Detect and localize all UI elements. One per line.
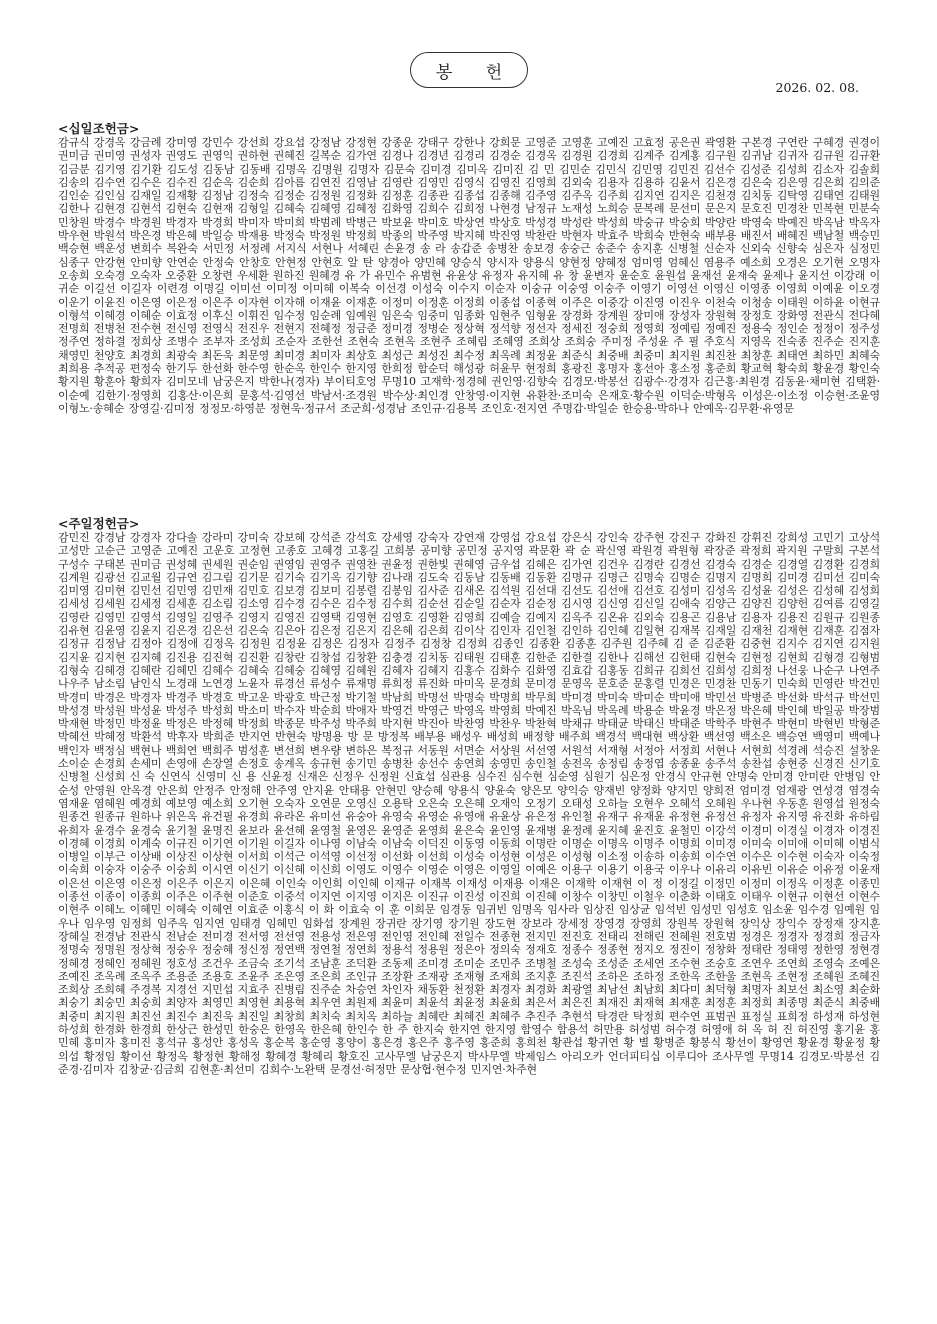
- weekly-offering-section: [58, 516, 880, 1279]
- tithe-offering-section: [58, 121, 880, 512]
- section-heading-tithe: <십일조헌금>: [58, 121, 140, 136]
- section-heading-weekly: <주일정헌금>: [58, 516, 140, 531]
- weekly-donor-list: 감민진 강경남 강경자 강다솔 강라미 강미숙 강보혜 강석준 강석호 강세영 강숙자 강연재 강영섭 강요섭 강은식 강인숙 강주현 강진구 강화진 강휘진 강희성 고민기 고상석 고성만 고순근 고영준 고예진 고운호 고정현 고종호 고혜경 고홍길 고희봉 공미향 공민정 공지영 곽문환 곽 순 곽신영 곽원경 곽원형 곽장준 곽정희 곽지원 구말희 구본석 구성수 구태본 권미금 권성혜 권세원 권순임 권영임 권영주 권영찬 권윤정 권한빛 권혜영 금우섭 김혜은 김가연 김건우 김경란 김경선 김경숙 김경순 김경열 김경환 김경희 김계원 김광선 김교월 김규연 김그림 김기문 김기숙 김기옥 김기향 김나래 김도숙 김동남 김동배 김동환 김명규 김명근 김명숙 김명순 김명지 김명희 김미경 김미선 김미숙 김미영 김미현 김민선 김민영 김민재 김민호 김보경 김보미 김봉렬 김봉임 김사준 김새온 김석원 김선대 김선도 김선애 김선호 김성미 김성옥 김성윤 김성은 김성혜 김성희 김세성 김세원 김세정 김세훈 김소림 김소영 김수경 김수은 김수정 김수희 김순선 김순일 김순자 김순정 김시영 김신영 김신일 김애숙 김양근 김양진 김양헌 김여름 김영길 김영란 김영민 김영석 김영일 김영주 김영지 김영진 김영택 김영현 김영호 김영환 김영희 김예슬 김예지 김옥주 김온유 김외숙 김용곤 김용남 김용자 김용진 김원규 김원종 김유현 김윤영 김윤지 김은경 김은선 김은숙 김은아 김은정 김은지 김은혜 김은희 김이삭 김인자 김인철 김인하 김인혜 김일현 김재복 김재일 김재천 김재현 김재훈 김점자 김정규 김정남 김정아 김정애 김정옥 김정원 김정윤 김정은 김정자 김정주 김정창 김정희 김종인 김종환 김종훈 김주원 김주혜 김 준 김준환 김중현 김지수 김지연 김지원 김지윤 김지현 김지혜 김진용 김진혁 김진환 김창란 김창섭 김창환 김충경 김치동 김태원 김태훈 김한준 김한결 김한나 김해선 김헌태 김현숙 김현정 김현희 김형경 김형범 김형숙 김혜경 김혜란 김혜민 김혜수 김혜숙 김혜숭 김혜영 김혜원 김혜자 김혜지 김홍수 김화수 김화영 김효갑 김홍동 김희규 김희선 김희성 김희정 나선웅 나순구 나연주 나우주 남소림 남인식 노경래 노연경 노윤자 류경선 류성수 류재명 류희정 류진화 마미옥 문경희 문미경 문영옥 문호준 문홍렬 민경은 민경찬 민동기 민숙희 민영란 박건민 박경미 박경은 박경자 박경주 박경호 박고운 박광호 박근정 박기철 박남희 박명선 박명숙 박명희 박무희 박미경 박미숙 박미순 박미애 박민선 박병준 박선화 박석규 박선민 박성경 박성원 박성윤 박성주 박성희 박소미 박수자 박순희 박애자 박영건 박영근 박영옥 박영희 박예진 박옥님 박옥례 박용순 박윤경 박은정 박은혜 박인혜 박일공 박장범 박재현 박정민 박정윤 박정은 박정혜 박정희 박종문 박주성 박주희 박지현 박진아 박찬영 박찬우 박찬혁 박채규 박태균 박태신 박태준 박학주 박현주 박현미 박현빈 박형준 박혜선 박혜정 박환석 박후자 박희준 반지연 반현숙 방명용 방 문 방정복 배부용 배성우 배성희 배정향 배주희 백경석 백대현 백상환 백선영 백소은 백승연 백영미 백예나 백인자 백정심 백현나 백희연 백희주 범성훈 변선희 변우량 변하은 복정규 서동원 서면순 서상원 서선영 서원석 서재형 서정아 서정희 서현나 서현희 석경례 석승진 설창운 소이순 손경희 손세미 손영애 손장열 손정호 송계옥 송규현 송기민 송병찬 송선수 송연희 송영민 송인철 송전옥 송정림 송정엽 송종윤 송주석 송찬섭 송현중 신경진 신기호 신병철 신성희 신 숙 신연식 신영미 신 용 신윤정 신재은 신정우 신정원 신효섭 심관용 심수진 심수현 심순영 심원기 심은정 안경식 안규현 안명숙 안미경 안미란 안병임 안순성 안영원 안옥경 안은희 안정주 안정해 안주영 안지윤 안태용 안현민 양승혜 양용식 양윤숙 양은모 양익승 양재빈 양정화 양지민 양희전 엄미경 엄재광 연성경 염경숙 염재윤 염혜원 예경희 예보영 예소희 오기현 오숙자 오연문 오영신 오용탁 오은숙 오은혜 오재익 오정기 오태성 오하늘 오현우 오혜석 오혜원 우나현 우동훈 원영섭 원정숙 원종건 원종규 원하나 위은옥 유건필 유경희 유라온 유미선 유숭아 유영숙 유영순 유영애 유윤상 유은정 유인철 유재구 유재윤 유정현 유정선 유정자 유지영 유진화 유하림 유희자 윤경수 윤경숙 윤기철 윤명진 윤보라 윤선혜 윤영철 윤영은 윤영준 윤영희 윤은숙 윤인영 윤재병 윤정례 윤지혜 윤진호 윤철민 이강석 이경미 이경실 이경자 이경진 이경혜 이경희 이계숙 이규진 이기연 이기원 이길자 이나영 이남숙 이남숙 이덕진 이동영 이동희 이명란 이명순 이명옥 이명주 이명희 이미경 이미숙 이미애 이미혜 이범식 이병일 이부근 이상배 이상진 이상현 이서희 이석근 이석영 이선정 이선화 이선희 이성숙 이성현 이성은 이성형 이소정 이송하 이송희 이수연 이수은 이수현 이숙자 이숙정 이숙희 이숭자 이숭주 이숭희 이시연 이신기 이신혜 이신희 이영도 이영수 이영순 이영은 이영일 이예은 이용구 이용기 이용국 이우나 이유리 이유빈 이유순 이유정 이윤재 이은선 이은영 이은정 이은주 이은지 이은혜 이인숙 이인희 이인혜 이재규 이재복 이재성 이재용 이재은 이재학 이재현 이 정 이정길 이정민 이정미 이정옥 이정훈 이종민 이종선 이종이 이종희 이주은 이주현 이준호 이중석 이지연 이지영 이지은 이진규 이진성 이진희 이진혜 이창수 이창민 이철우 이춘화 이태호 이태우 이현규 이현선 이현수 이현주 이혜노 이혜민 이혜숙 이혜연 이효준 이홍식 이 화 이효숙 이 훈 이희문 임경동 임귀빈 임명옥 임사라 임상진 임상균 임석빈 임성민 임성호 임소윤 임수경 임예원 임우나 임우영 임정희 임주옥 임지연 임태경 임혜민 임화섭 장계원 장귀란 장기영 장기원 장도현 장보라 장세정 장영경 장영희 장원복 장원혁 장익상 장익수 장정재 장지훈 장혜실 전경남 전관식 전남순 전미경 전서영 전선영 전용성 전은영 전인영 전인혜 전일수 전종현 전지민 전진호 전태리 전해린 전혜원 전호범 정경은 정경자 정경희 정금자 정명숙 정명원 정상혁 정숭우 정숭혜 정신정 정연백 정연철 정연희 정용석 정용원 정은아 정의숙 정재호 정종수 정종현 정지오 정진이 정창화 정태란 정태영 정한영 정현경 정혜경 정혜인 정혜원 정호성 조건우 조금숙 조기석 조남훈 조덕환 조동제 조미경 조미순 조민주 조병철 조성숙 조성준 조세연 조수현 조숭호 조연우 조연희 조영숙 조예은 조예진 조옥례 조옥주 조용준 조용호 조윤주 조은영 조은희 조인규 조장환 조재광 조재형 조재희 조지훈 조진석 조하은 조하정 조한옥 조한울 조현옥 조현정 조혜원 조혜진 조희상 조희혜 주경복 지경선 지민섭 지효주 진병림 진주순 차승연 차인자 채동환 천정환 최경자 최경화 최광열 최남선 최남희 최다미 최덕형 최명자 최보선 최소영 최순화 최숭기 최숭민 최숭희 최양자 최영민 최영현 최용혁 최우연 최원제 최윤미 최윤석 최윤정 최윤희 최은서 최은진 최재진 최재혁 최재훈 최정훈 최정희 최종명 최준식 최중배 최중미 최지원 최진선 최진수 최진욱 최진일 최창희 최치숙 최치옥 최하늘 최혜란 최혜진 최혜주 추진주 추현석 탁경란 탁정희 편수연 표범권 표정실 표희정 하성재 하성현 하성희 한경화 한경희 한상근 한성민 한숭은 한영옥 한은혜 한인수 한 주 한지숙 한지연 한지영 함영수 함용석 허만용 허성범 허수경 허영애 허 옥 허 진 허진영 홍기윤 홍민혜 홍미자 홍미진 홍석규 홍성안 홍성옥 홍순복 홍순영 홍양이 홍은경 홍은주 홍주영 홍준희 홍희천 황관섭 황귀연 황 별 황병준 황봉식 황선이 황영연 황윤경 황윤정 황의섭 황정임 황이선 황정옥 황정현 황해정 황혜경 황혜리 황호진 고사무엘 남궁은지 박사무엘 박제임스 아리오카 언더피티십 이루디아 조사무엘 무명14 김경모·박봉선 김준경·김미자 김창균·김금희 김현훈·최선미 김희수·노완택 문경선·허정만 문상협·현수정 민지연·차주현: [58, 531, 880, 1076]
- page-title: 봉 헌: [410, 52, 528, 88]
- date-label: 2026. 02. 08.: [775, 80, 859, 95]
- tithe-donor-list: 감규식 강경옥 강금례 강미영 강민수 강선희 강요섭 강정남 강정현 강종운 강태구 강한나 강희문 고영준 고영훈 고예진 고효정 공은권 곽영환 구본경 구연란 구혜경 권경이 권미금 권미영 권성자 권영도 권영익 권하현 권혜진 길복순 김가연 김경나 김경년 김경리 김경순 김경옥 김경원 김경희 김계주 김계홍 김구원 김귀남 김귀자 김규원 김규환 김금분 김기영 김기환 김도성 김동남 김동배 김명옥 김명원 김명자 김문숙 김미경 김미옥 김미진 김 민 김민순 김민식 김민영 김민진 김선수 김성준 김성희 김소자 김솔희 김송의 김수연 김수은 김수진 김순옥 김순희 김아름 김연진 김영남 김영란 김영민 김영식 김영진 김영희 김외숙 김용자 김용하 김윤서 김은경 김은숙 김은영 김은희 김의준 김인순 김인심 김재일 김재황 김정남 김정숙 김정순 김정원 김정화 김정훈 김종관 김종섭 김종해 김주영 김주옥 김주희 김지연 김지은 김천경 김치동 김탁영 김태연 김태원 김한나 김현경 김현석 김현숙 김현재 김형일 김혜숙 김혜영 김혜정 김화영 김희수 김희정 나현경 남정규 노재성 노희승 문복례 문선미 문은지 문호진 민경찬 민복현 민분숙 민창원 박경수 박경원 박경자 박경희 박미자 박미희 박범례 박병근 박보윤 박미호 박상연 박상호 박성경 박성란 박성희 박숭규 박숭희 박양란 박영숙 박예진 박옥남 박옥자 박우현 박원석 박은경 박은혜 박일승 박재용 박정숙 박정원 박정희 박종의 박주영 박지혜 박진영 박찬란 박현자 박효주 박희숙 반현숙 배부용 배진서 배혜진 백남철 백승민 백승현 백운성 변희수 복완숙 서민정 서정례 서지식 서현나 서혜린 손윤경 송 라 송갑준 송병찬 송보경 송숭근 송준수 송지훈 신병철 신순자 신외숙 신향숙 심은자 심정민 심종구 안강현 안미향 안연순 안정숙 안창호 안현정 안현호 알 탄 양경아 양민혜 양승식 양시자 양용식 양현정 양혜정 엄미영 엄혜신 염용주 예소희 오경은 오기현 오명자 오송희 오숙경 오숙자 오중환 오창련 우세환 원하진 원혜경 유 가 유민수 유범현 유윤상 유정자 유지혜 유 창 윤변자 윤순호 윤원섭 윤재선 윤재숙 윤제나 윤지선 이강래 이귀순 이길선 이길자 이련경 이명길 이미선 이미정 이미혜 이복숙 이선경 이성숙 이수지 이순자 이숭규 이숭영 이숭주 이영기 이영선 이영신 이영종 이영희 이예윤 이오경 이운기 이윤진 이은영 이은정 이은주 이자현 이자해 이재윤 이재훈 이정미 이정훈 이정희 이종섭 이종혁 이주은 이중강 이진영 이진우 이천숙 이청송 이태원 이하윤 이현규 이형석 이혜경 이혜순 이효정 이후신 이휘진 임수정 임순례 임예원 임은숙 임중미 임종화 임현주 임형윤 장경화 장계원 장미애 장성자 장원혁 장정호 장화영 전관식 전다혜 전명희 전병천 전수현 전신영 전영식 전진우 전현지 전혜정 정금준 정미경 정병순 정상혁 정석향 정선자 정세진 정숭희 정영희 정예림 정예진 정용숙 정인순 정정이 정주성 정주연 정하결 정희상 조병수 조부자 조성희 조순자 조한선 조현숙 조현옥 조현주 조혜림 조혜영 조희상 조희숭 주미정 주성윤 주 필 주호식 지영옥 진숙종 진주순 진지훈 채영민 천양호 최경희 최광숙 최돈욱 최문영 최미경 최미자 최상호 최성근 최성진 최수정 최옥례 최정윤 최준식 최중배 최중미 최지원 최진찬 최창훈 최태연 최하민 최혜숙 최희용 추적공 편정숙 한기두 한선화 한수영 한순옥 한인수 한지영 한희정 함순덕 해성광 허윤무 현정희 홍광진 홍명자 홍선아 홍소정 홍준희 황교혁 황숙희 황윤경 황인숙 황지원 황훈아 황희자 김미모네 남궁은지 박한나(경자) 부이티호엉 무명10 고재학·정경혜 권인영·김향숙 김경모·박봉선 김광수·강경자 김근홍·최원경 김동윤·채미현 김택환·이순예 김한기·정영희 김홍산·이은희 문홍석·김영선 박남서·조경원 박수상·최인경 안창영·이지현 유환찬·조미숙 은재호·황수원 이덕순·박형옥 이성은·이소정 이승현·조윤영 이형노·송혜순 장영길·김미정 정정모·하영분 정현욱·정규서 조군희·성경남 조인규·김용복 조인호·전지연 주명갑·박일순 한승용·박하나 안예옥·김무환·유영문: [58, 136, 880, 415]
